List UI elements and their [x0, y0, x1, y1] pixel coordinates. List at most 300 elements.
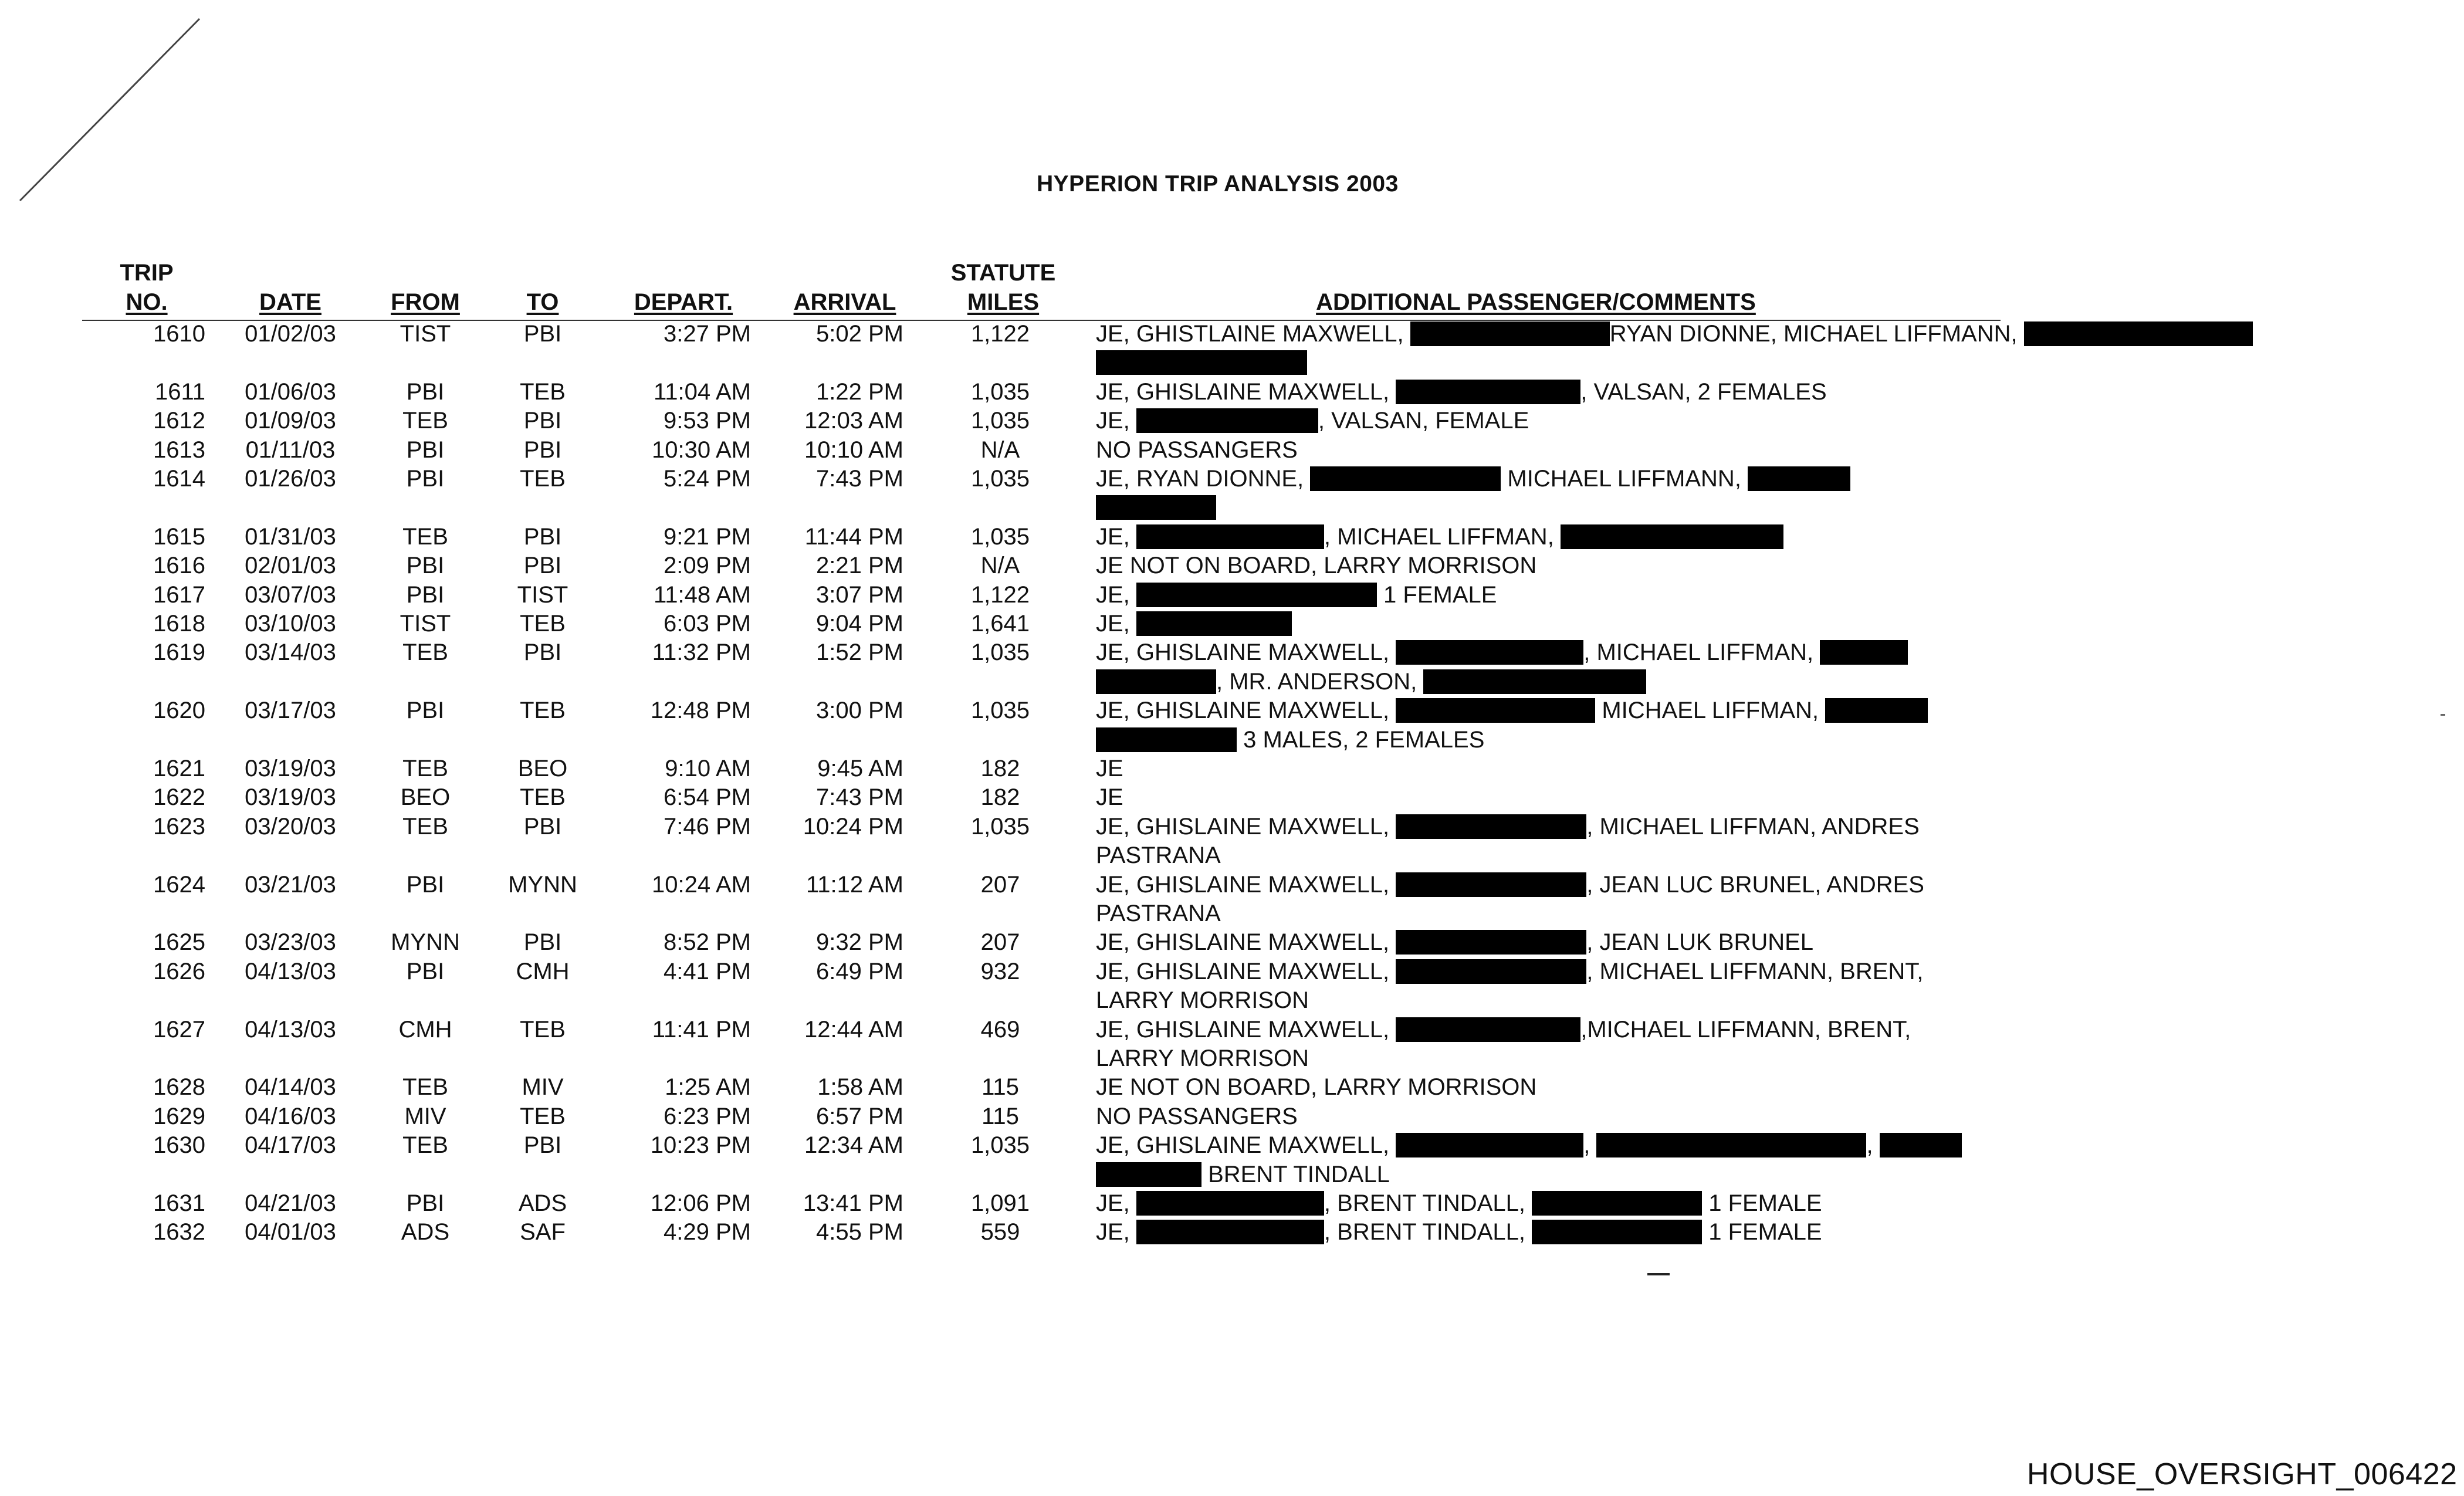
table-row — [0, 319, 2464, 348]
table-row — [0, 522, 2464, 551]
table-row — [0, 464, 2464, 493]
trip-date: 01/11/03 — [245, 436, 336, 463]
statute-miles: 1,641 — [970, 611, 1030, 637]
destination-airport: TEB — [520, 784, 566, 811]
origin-airport: TEB — [402, 523, 448, 550]
passenger-comments-continued — [1096, 986, 1309, 1015]
trip-date: 04/01/03 — [245, 1219, 336, 1245]
trip-date: 03/20/03 — [245, 813, 336, 840]
origin-airport: PBI — [406, 581, 445, 608]
statute-miles: 469 — [980, 1016, 1020, 1043]
arrival-time: 12:03 AM — [804, 408, 903, 434]
destination-airport: PBI — [523, 639, 562, 666]
depart-time: 11:32 PM — [652, 639, 751, 666]
comment-text: 3 MALES, 2 FEMALES — [1237, 726, 1485, 753]
redaction-block — [1396, 872, 1586, 897]
destination-airport: BEO — [517, 756, 568, 781]
redaction-block — [2024, 321, 2253, 346]
passenger-comments-continued — [1096, 493, 1216, 522]
redaction-block — [1532, 1191, 1702, 1216]
passenger-comments — [1096, 522, 2269, 551]
trip-number: 1610 — [153, 321, 205, 347]
trip-date: 03/23/03 — [245, 929, 336, 956]
table-row — [0, 1131, 2464, 1160]
depart-time: 9:53 PM — [664, 408, 751, 434]
table-row — [0, 1102, 2464, 1131]
comment-text: , MR. ANDERSON, — [1216, 668, 1424, 695]
redaction-block — [1880, 1133, 1962, 1157]
arrival-time: 6:49 PM — [816, 958, 903, 984]
trip-number: 1613 — [153, 436, 205, 463]
redaction-block — [1396, 698, 1595, 723]
table-row — [0, 580, 2464, 610]
origin-airport: MYNN — [391, 929, 460, 956]
table-row — [0, 696, 2464, 725]
destination-airport: PBI — [523, 929, 562, 956]
depart-time: 12:48 PM — [650, 698, 751, 724]
trip-date: 01/26/03 — [245, 466, 336, 492]
depart-time: 9:10 AM — [665, 756, 751, 781]
depart-time: 9:21 PM — [664, 523, 751, 550]
passenger-comments — [1096, 812, 2269, 841]
arrival-time: 7:43 PM — [816, 466, 903, 492]
depart-time: 11:48 AM — [653, 581, 751, 608]
statute-miles: 932 — [980, 958, 1020, 984]
trip-number: 1623 — [153, 813, 205, 840]
redaction-block — [1136, 1191, 1324, 1216]
passenger-comments — [1096, 696, 2269, 725]
header-from: FROM — [391, 289, 460, 315]
passenger-comments — [1096, 1217, 2269, 1247]
comment-text: JE, — [1096, 1190, 1136, 1216]
arrival-time: 1:58 AM — [817, 1074, 903, 1101]
trip-date: 03/14/03 — [245, 639, 336, 666]
redaction-block — [1096, 1162, 1201, 1187]
destination-airport: TEB — [520, 698, 566, 724]
origin-airport: PBI — [406, 1190, 445, 1216]
origin-airport: TEB — [402, 756, 448, 781]
depart-time: 3:27 PM — [664, 321, 751, 347]
comment-text: , VALSAN, FEMALE — [1318, 408, 1529, 434]
table-row — [0, 928, 2464, 957]
table-row — [0, 812, 2464, 841]
table-row — [0, 551, 2464, 580]
redaction-block — [1096, 669, 1216, 694]
statute-miles: N/A — [980, 436, 1020, 463]
comment-text: JE, GHISLAINE MAXWELL, — [1096, 813, 1396, 840]
trip-number: 1632 — [153, 1219, 205, 1245]
arrival-time: 9:04 PM — [816, 611, 903, 637]
redaction-block — [1396, 1017, 1580, 1042]
statute-miles: 1,122 — [970, 321, 1030, 347]
comment-text: JE NOT ON BOARD, LARRY MORRISON — [1096, 553, 1537, 579]
trip-date: 04/13/03 — [245, 1016, 336, 1043]
depart-time: 11:41 PM — [652, 1016, 751, 1043]
depart-time: 10:23 PM — [650, 1132, 751, 1159]
comment-text: JE, — [1096, 408, 1136, 434]
trip-date: 04/14/03 — [245, 1074, 336, 1101]
passenger-comments — [1096, 1072, 2269, 1102]
depart-time: 4:29 PM — [664, 1219, 751, 1245]
statute-miles: 1,035 — [970, 378, 1030, 405]
trip-number: 1621 — [153, 756, 205, 781]
table-row — [0, 1072, 2464, 1102]
redaction-block — [1096, 727, 1237, 752]
table-row — [0, 870, 2464, 899]
origin-airport: TEB — [402, 408, 448, 434]
statute-miles: 115 — [981, 1074, 1019, 1101]
trip-number: 1612 — [153, 408, 205, 434]
arrival-time: 3:00 PM — [816, 698, 903, 724]
table-row — [0, 1217, 2464, 1247]
passenger-comments — [1096, 1102, 2269, 1131]
origin-airport: PBI — [406, 698, 445, 724]
passenger-comments — [1096, 638, 2269, 667]
destination-airport: PBI — [523, 813, 562, 840]
comment-text: MICHAEL LIFFMAN, — [1595, 698, 1826, 724]
trip-date: 04/17/03 — [245, 1132, 336, 1159]
trip-number: 1631 — [153, 1190, 205, 1216]
depart-time: 11:04 AM — [653, 378, 751, 405]
trip-number: 1618 — [153, 611, 205, 637]
trip-number: 1611 — [154, 378, 205, 405]
arrival-time: 3:07 PM — [816, 581, 903, 608]
redaction-block — [1396, 814, 1586, 839]
passenger-comments — [1096, 551, 2269, 580]
comment-text: JE — [1096, 756, 1123, 781]
comment-text: , BRENT TINDALL, — [1324, 1190, 1532, 1216]
comment-text: PASTRANA — [1096, 842, 1221, 869]
origin-airport: TEB — [402, 639, 448, 666]
origin-airport: MIV — [404, 1103, 446, 1129]
depart-time: 8:52 PM — [664, 929, 751, 956]
comment-text: , BRENT TINDALL, — [1324, 1219, 1532, 1245]
trip-date: 01/06/03 — [245, 378, 336, 405]
trip-date: 03/21/03 — [245, 871, 336, 898]
passenger-comments-continued — [1096, 1160, 1390, 1189]
destination-airport: SAF — [520, 1219, 566, 1245]
comment-text: JE, GHISLAINE MAXWELL, — [1096, 929, 1396, 956]
origin-airport: TIST — [400, 611, 451, 637]
comment-text: JE, GHISLAINE MAXWELL, — [1096, 639, 1396, 666]
document-title: HYPERION TRIP ANALYSIS 2003 — [1037, 171, 1399, 197]
depart-time: 2:09 PM — [664, 553, 751, 579]
table-row — [0, 754, 2464, 783]
origin-airport: PBI — [406, 378, 445, 405]
destination-airport: TEB — [520, 466, 566, 492]
statute-miles: 1,091 — [970, 1190, 1030, 1216]
statute-miles: 1,035 — [970, 639, 1030, 666]
destination-airport: PBI — [523, 408, 562, 434]
comment-text: 1 FEMALE — [1376, 581, 1497, 608]
header-miles-line2: MILES — [967, 289, 1040, 315]
passenger-comments — [1096, 609, 2269, 638]
table-row — [0, 957, 2464, 986]
header-depart: DEPART. — [634, 289, 733, 315]
passenger-comments — [1096, 377, 2269, 407]
redaction-block — [1136, 408, 1318, 433]
origin-airport: TEB — [402, 1074, 448, 1101]
table-row — [0, 377, 2464, 407]
passenger-comments-continued — [1096, 899, 1221, 928]
comment-text: JE, GHISTLAINE MAXWELL, — [1096, 321, 1410, 347]
trip-date: 03/17/03 — [245, 698, 336, 724]
comment-text: LARRY MORRISON — [1096, 987, 1309, 1014]
statute-miles: 182 — [980, 784, 1020, 811]
trip-number: 1620 — [153, 698, 205, 724]
trip-date: 04/13/03 — [245, 958, 336, 984]
origin-airport: TEB — [402, 813, 448, 840]
arrival-time: 10:24 PM — [803, 813, 903, 840]
comment-text: , JEAN LUC BRUNEL, ANDRES — [1586, 871, 1924, 898]
comment-text: JE, GHISLAINE MAXWELL, — [1096, 698, 1396, 724]
header-arrival: ARRIVAL — [793, 289, 896, 315]
comment-text: , MICHAEL LIFFMANN, BRENT, — [1586, 958, 1924, 984]
redaction-block — [1410, 321, 1610, 346]
arrival-time: 12:44 AM — [804, 1016, 903, 1043]
destination-airport: TEB — [520, 378, 566, 405]
arrival-time: 7:43 PM — [816, 784, 903, 811]
statute-miles: 1,122 — [970, 581, 1030, 608]
trip-date: 04/16/03 — [245, 1103, 336, 1129]
header-to: TO — [526, 289, 559, 315]
redaction-block — [1396, 1133, 1583, 1157]
passenger-comments — [1096, 754, 2269, 783]
arrival-time: 9:45 AM — [817, 756, 903, 781]
destination-airport: PBI — [523, 436, 562, 463]
redaction-block — [1396, 959, 1586, 984]
passenger-comments — [1096, 406, 2269, 435]
passenger-comments — [1096, 464, 2269, 493]
depart-time: 1:25 AM — [665, 1074, 751, 1101]
destination-airport: PBI — [523, 523, 562, 550]
header-date: DATE — [259, 289, 321, 315]
trip-date: 03/07/03 — [245, 581, 336, 608]
redaction-block — [1136, 611, 1292, 636]
trip-date: 03/10/03 — [245, 611, 336, 637]
table-row — [0, 638, 2464, 667]
depart-time: 6:03 PM — [664, 611, 751, 637]
depart-time: 10:30 AM — [651, 436, 751, 463]
passenger-comments — [1096, 319, 2269, 348]
trip-number: 1629 — [153, 1103, 205, 1129]
passenger-comments — [1096, 1131, 2269, 1160]
statute-miles: 1,035 — [970, 408, 1030, 434]
destination-airport: ADS — [518, 1190, 567, 1216]
comment-text: NO PASSANGERS — [1096, 436, 1298, 463]
comment-text: , JEAN LUK BRUNEL — [1586, 929, 1814, 956]
redaction-block — [1561, 524, 1783, 549]
arrival-time: 1:52 PM — [816, 639, 903, 666]
arrival-time: 9:32 PM — [816, 929, 903, 956]
dash-mark — [1647, 1273, 1670, 1275]
depart-time: 6:23 PM — [664, 1103, 751, 1129]
depart-time: 7:46 PM — [664, 813, 751, 840]
passenger-comments — [1096, 870, 2269, 899]
passenger-comments-continued — [1096, 841, 1221, 870]
redaction-block — [1310, 466, 1501, 491]
depart-time: 6:54 PM — [664, 784, 751, 811]
redaction-block — [1748, 466, 1850, 491]
passenger-comments-continued — [1096, 1044, 1309, 1073]
origin-airport: ADS — [401, 1219, 450, 1245]
origin-airport: PBI — [406, 553, 445, 579]
comment-text: , VALSAN, 2 FEMALES — [1580, 378, 1827, 405]
passenger-comments — [1096, 435, 2269, 465]
comment-text: JE, GHISLAINE MAXWELL, — [1096, 1016, 1396, 1043]
destination-airport: PBI — [523, 553, 562, 579]
redaction-block — [1096, 495, 1216, 520]
origin-airport: PBI — [406, 958, 445, 984]
arrival-time: 12:34 AM — [804, 1132, 903, 1159]
origin-airport: CMH — [398, 1016, 452, 1043]
statute-miles: 1,035 — [970, 698, 1030, 724]
passenger-comments — [1096, 1015, 2269, 1044]
redaction-block — [1820, 640, 1908, 665]
table-row — [0, 1015, 2464, 1044]
trip-date: 04/21/03 — [245, 1190, 336, 1216]
comment-text: JE, GHISLAINE MAXWELL, — [1096, 871, 1396, 898]
depart-time: 12:06 PM — [650, 1190, 751, 1216]
redaction-block — [1532, 1220, 1702, 1244]
trip-number: 1630 — [153, 1132, 205, 1159]
trip-date: 01/02/03 — [245, 321, 336, 347]
passenger-comments-continued — [1096, 667, 1646, 696]
statute-miles: 1,035 — [970, 466, 1030, 492]
trip-number: 1625 — [153, 929, 205, 956]
statute-miles: 207 — [980, 871, 1020, 898]
trip-date: 01/31/03 — [245, 523, 336, 550]
destination-airport: PBI — [523, 1132, 562, 1159]
comment-text: JE, GHISLAINE MAXWELL, — [1096, 378, 1396, 405]
origin-airport: TEB — [402, 1132, 448, 1159]
comment-text: JE, — [1096, 1219, 1136, 1245]
table-row — [0, 435, 2464, 465]
table-row — [0, 783, 2464, 812]
redaction-block — [1136, 524, 1324, 549]
depart-time: 4:41 PM — [664, 958, 751, 984]
arrival-time: 10:10 AM — [804, 436, 903, 463]
destination-airport: TIST — [517, 581, 568, 608]
redaction-block — [1825, 698, 1928, 723]
comment-text: JE — [1096, 784, 1123, 811]
passenger-comments-continued — [1096, 725, 1484, 754]
comment-text: LARRY MORRISON — [1096, 1045, 1309, 1071]
trip-date: 03/19/03 — [245, 756, 336, 781]
statute-miles: 182 — [980, 756, 1020, 781]
comment-text: 1 FEMALE — [1702, 1219, 1822, 1245]
redaction-block — [1396, 930, 1586, 955]
destination-airport: TEB — [520, 1016, 566, 1043]
trip-number: 1628 — [153, 1074, 205, 1101]
comment-text: JE, — [1096, 523, 1136, 550]
header-comments: ADDITIONAL PASSENGER/COMMENTS — [1316, 289, 1756, 315]
origin-airport: BEO — [400, 784, 451, 811]
destination-airport: CMH — [516, 958, 570, 984]
origin-airport: PBI — [406, 871, 445, 898]
redaction-block — [1136, 1220, 1324, 1244]
comment-text: , — [1866, 1132, 1880, 1159]
arrival-time: 13:41 PM — [803, 1190, 903, 1216]
comment-text: JE, — [1096, 581, 1136, 608]
trip-date: 02/01/03 — [245, 553, 336, 579]
statute-miles: 1,035 — [970, 1132, 1030, 1159]
redaction-block — [1423, 669, 1646, 694]
destination-airport: TEB — [520, 1103, 566, 1129]
trip-number: 1624 — [153, 871, 205, 898]
passenger-comments — [1096, 783, 2269, 812]
comment-text: 1 FEMALE — [1702, 1190, 1822, 1216]
table-row — [0, 1189, 2464, 1218]
statute-miles: 559 — [980, 1219, 1020, 1245]
trip-number: 1617 — [153, 581, 205, 608]
redaction-block — [1096, 350, 1307, 375]
comment-text: ,MICHAEL LIFFMANN, BRENT, — [1580, 1016, 1911, 1043]
comment-text: JE, GHISLAINE MAXWELL, — [1096, 1132, 1396, 1159]
passenger-comments — [1096, 928, 2269, 957]
trip-number: 1626 — [153, 958, 205, 984]
comment-text: JE, — [1096, 611, 1136, 637]
passenger-comments — [1096, 580, 2269, 610]
table-row — [0, 609, 2464, 638]
statute-miles: N/A — [980, 553, 1020, 579]
redaction-block — [1396, 640, 1583, 665]
comment-text: , MICHAEL LIFFMAN, — [1583, 639, 1820, 666]
redaction-block — [1396, 380, 1580, 404]
header-miles-line1: STATUTE — [950, 260, 1056, 286]
arrival-time: 2:21 PM — [816, 553, 903, 579]
comment-text: NO PASSANGERS — [1096, 1103, 1298, 1129]
trip-number: 1616 — [153, 553, 205, 579]
statute-miles: 1,035 — [970, 523, 1030, 550]
margin-mark — [2441, 714, 2445, 716]
arrival-time: 4:55 PM — [816, 1219, 903, 1245]
statute-miles: 207 — [980, 929, 1020, 956]
trip-number: 1619 — [153, 639, 205, 666]
passenger-comments — [1096, 1189, 2269, 1218]
header-trip-line2: NO. — [126, 289, 168, 315]
statute-miles: 115 — [981, 1103, 1019, 1129]
table-row — [0, 406, 2464, 435]
destination-airport: MIV — [522, 1074, 564, 1101]
arrival-time: 1:22 PM — [816, 378, 903, 405]
comment-text: JE, GHISLAINE MAXWELL, — [1096, 958, 1396, 984]
trip-number: 1622 — [153, 784, 205, 811]
comment-text: BRENT TINDALL — [1201, 1161, 1390, 1187]
trip-date: 03/19/03 — [245, 784, 336, 811]
comment-text: , MICHAEL LIFFMAN, ANDRES — [1586, 813, 1920, 840]
trip-date: 01/09/03 — [245, 408, 336, 434]
header-trip-line1: TRIP — [120, 260, 174, 286]
depart-time: 10:24 AM — [651, 871, 751, 898]
comment-text: , — [1583, 1132, 1597, 1159]
arrival-time: 5:02 PM — [816, 321, 903, 347]
arrival-time: 11:44 PM — [804, 523, 903, 550]
origin-airport: PBI — [406, 466, 445, 492]
redaction-block — [1596, 1133, 1866, 1157]
destination-airport: TEB — [520, 611, 566, 637]
comment-text: JE NOT ON BOARD, LARRY MORRISON — [1096, 1074, 1537, 1101]
arrival-time: 11:12 AM — [805, 871, 903, 898]
comment-text: RYAN DIONNE, MICHAEL LIFFMANN, — [1609, 321, 2024, 347]
origin-airport: PBI — [406, 436, 445, 463]
comment-text: JE, RYAN DIONNE, — [1096, 466, 1311, 492]
passenger-comments — [1096, 957, 2269, 986]
redaction-block — [1136, 583, 1377, 607]
trip-number: 1615 — [153, 523, 205, 550]
destination-airport: MYNN — [508, 871, 577, 898]
statute-miles: 1,035 — [970, 813, 1030, 840]
